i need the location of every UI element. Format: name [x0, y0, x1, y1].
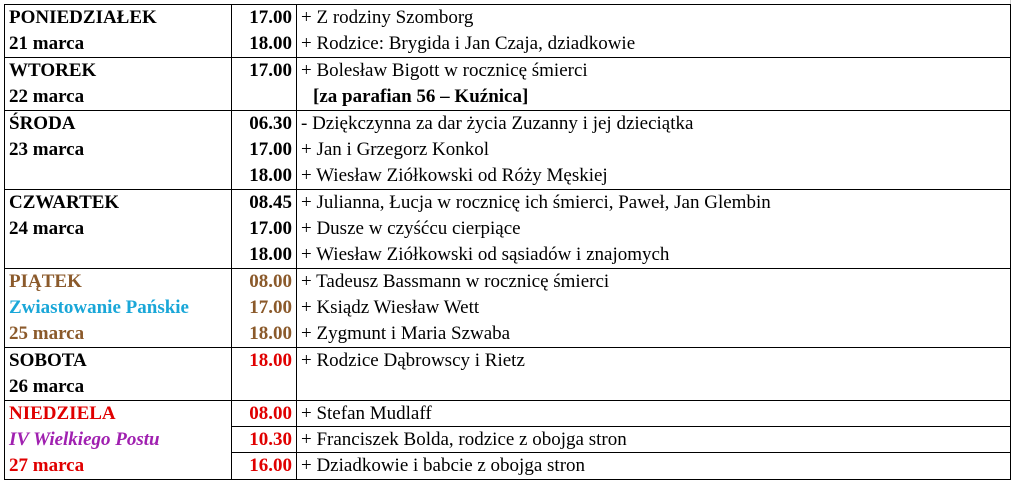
table-row: [5, 111, 1011, 190]
day-name: NIEDZIELA: [9, 403, 116, 424]
intentions-cell: [297, 348, 1011, 401]
intention: + Tadeusz Bassmann w rocznicę śmierci: [301, 271, 610, 292]
intention: + Wiesław Ziółkowski od sąsiadów i znajomych: [301, 244, 670, 265]
mass-time: 18.00: [249, 244, 292, 265]
table-row: [5, 58, 1011, 111]
mass-time: 18.00: [249, 33, 292, 54]
day-cell: [5, 269, 232, 348]
intentions-cell: [297, 401, 1011, 480]
intention: + Julianna, Łucja w rocznicę ich śmierci, Paweł, Jan Glembin: [301, 192, 771, 213]
table-row: [5, 269, 1011, 348]
intentions-cell: [297, 58, 1011, 111]
day-cell: [5, 5, 232, 58]
intention: + Z rodziny Szomborg: [301, 7, 474, 28]
mass-time: 17.00: [249, 139, 292, 160]
intention: + Dusze w czyśćcu cierpiące: [301, 218, 521, 239]
intention: + Dziadkowie i babcie z obojga stron: [297, 452, 1010, 478]
table-row: [5, 5, 1011, 58]
day-cell: [5, 58, 232, 111]
mass-time: 17.00: [249, 7, 292, 28]
day-cell: [5, 348, 232, 401]
day-cell: [5, 401, 232, 480]
day-name: ŚRODA: [9, 113, 76, 134]
day-date: 25 marca: [9, 323, 85, 344]
day-name: SOBOTA: [9, 350, 87, 371]
day-cell: [5, 190, 232, 269]
day-date: 26 marca: [9, 376, 85, 397]
times-cell: [232, 58, 297, 111]
day-name: PIĄTEK: [9, 271, 82, 292]
feast-name: IV Wielkiego Postu: [9, 429, 160, 450]
intention: + Jan i Grzegorz Konkol: [301, 139, 489, 160]
intention: + Wiesław Ziółkowski od Róży Męskiej: [301, 165, 608, 186]
mass-time: 17.00: [249, 60, 292, 81]
day-date: 23 marca: [9, 139, 85, 160]
mass-time: 18.00: [249, 323, 292, 344]
intention: + Franciszek Bolda, rodzice z obojga stron: [297, 426, 1010, 452]
mass-time: 08.00: [249, 403, 292, 424]
day-name: WTOREK: [9, 60, 97, 81]
mass-time: 18.00: [249, 165, 292, 186]
mass-time: 17.00: [249, 218, 292, 239]
mass-time: 18.00: [249, 350, 292, 371]
intention-note: [za parafian 56 – Kuźnica]: [313, 86, 529, 107]
table-row: [5, 190, 1011, 269]
intention: + Zygmunt i Maria Szwaba: [301, 323, 511, 344]
table-row: [5, 348, 1011, 401]
day-date: 21 marca: [9, 33, 85, 54]
mass-time: 17.00: [249, 297, 292, 318]
day-date: 22 marca: [9, 86, 85, 107]
mass-time: 08.00: [249, 271, 292, 292]
intention: + Rodzice Dąbrowscy i Rietz: [301, 350, 525, 371]
intentions-cell: [297, 269, 1011, 348]
times-cell: [232, 348, 297, 401]
intention: + Stefan Mudlaff: [301, 403, 432, 424]
times-cell: [232, 401, 297, 480]
intentions-cell: [297, 5, 1011, 58]
intentions-cell: [297, 111, 1011, 190]
day-date: 24 marca: [9, 218, 85, 239]
times-cell: [232, 190, 297, 269]
mass-schedule-table: [4, 4, 1011, 480]
day-name: PONIEDZIAŁEK: [9, 7, 157, 28]
times-cell: [232, 111, 297, 190]
intention: + Ksiądz Wiesław Wett: [301, 297, 480, 318]
mass-time: 06.30: [249, 113, 292, 134]
feast-name: Zwiastowanie Pańskie: [9, 297, 189, 318]
mass-time: 10.30: [232, 426, 298, 452]
intention: + Rodzice: Brygida i Jan Czaja, dziadkowie: [301, 33, 636, 54]
day-date: 27 marca: [9, 455, 85, 476]
day-name: CZWARTEK: [9, 192, 120, 213]
intentions-cell: [297, 190, 1011, 269]
mass-time: 16.00: [232, 452, 298, 478]
day-cell: [5, 111, 232, 190]
times-cell: [232, 269, 297, 348]
table-row: [5, 401, 1011, 480]
intention: + Bolesław Bigott w rocznicę śmierci: [301, 60, 588, 81]
intention: - Dziękczynna za dar życia Zuzanny i jej dzieciątka: [301, 113, 694, 134]
times-cell: [232, 5, 297, 58]
mass-time: 08.45: [249, 192, 292, 213]
